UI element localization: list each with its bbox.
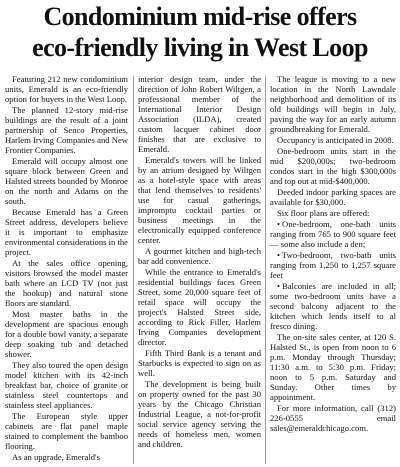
bullet-item: • Balconies are included in all; some two-bedroom units have a second balcony adjacent to the kitchen which lends itself to al fresco dining.	[270, 281, 396, 331]
paragraph: Most master baths in the development are spacious enough for a double bowl vanity, a separate deep soaking tub and detached shower.	[5, 309, 128, 359]
paragraph: The planned 12-story mid-rise buildings are the result of a joint partnership of Senco Properties, Harlem Irving Companies and New Frontier Companies.	[5, 105, 128, 155]
paragraph: A gourmet kitchen and high-tech bar add convenience.	[138, 246, 261, 266]
column-divider	[265, 76, 266, 464]
paragraph: The development is being built on property owned for the past 30 years by the Chicago Christian Industrial League, a not-for-profit social service agency serving the needs of homeless men, women and children.	[138, 379, 261, 449]
paragraph: The on-site sales center, at 120 S. Halsted St., is open from noon to 6 p.m. Monday through Thursday; 11:30 a.m. to 5:30 p.m. Friday; noon to 5 p.m. Saturday and Sunday. Other times by appointment.	[270, 332, 396, 402]
article-column-2	[138, 74, 261, 450]
paragraph: Deeded indoor parking spaces are available for $30,000.	[270, 187, 396, 207]
article-column-1	[5, 74, 128, 463]
paragraph: They also toured the open design model kitchen with its 42-inch breakfast bar, choice of granite or stainless steel countertops and stainless steel appliances.	[5, 360, 128, 410]
paragraph: The league is moving to a new location in the North Lawndale neighborhood and demolition of its old buildings will begin in July, paving the way for an early autumn groundbreaking for Emerald.	[270, 74, 396, 134]
article-column-3	[270, 74, 396, 434]
paragraph: Six floor plans are offered:	[277, 208, 370, 218]
paragraph: Because Emerald has a Green Street address, developers believe it is important to emphasize environmental considerations in the project.	[5, 207, 128, 257]
paragraph: While the entrance to Emerald's residential buildings faces Green Street, some 20,000 square feet of retail space will occupy the project's Halsted Street side, according to Rick Filler, Harlem Irving Companies development director.	[138, 267, 261, 347]
paragraph: For more information, call (312) 226-0555 email sales@emeraldchicago.com.	[270, 403, 396, 433]
paragraph: interior design team, under the direction of John Robert Wiltgen, a professional member of the International Interior Design Association (ILDA), created custom lacquer cabinet door finishes that are exclusive to Emerald.	[138, 74, 261, 154]
column-divider	[133, 76, 134, 464]
bullet-item: • One-bedroom, one-bath units ranging from 765 to 900 square feet — some also include a den;	[270, 219, 396, 249]
paragraph: Fifth Third Bank is a tenant and Starbucks is expected to sign on as well.	[138, 348, 261, 378]
paragraph: As an upgrade, Emerald's	[12, 452, 100, 462]
paragraph: The European style upper cabinets are flat panel maple stained to complement the bamboo flooring.	[5, 411, 128, 451]
bullet-item: • Two-bedroom, two-bath units ranging from 1,250 to 1,257 square feet	[270, 250, 396, 280]
paragraph: At the sales office opening, visitors browsed the model master bath where an LCD TV (not just the hookup) and natural stone floors are standard.	[5, 258, 128, 308]
paragraph: Occupancy is anticipated in 2008.	[277, 135, 394, 145]
paragraph: Featuring 212 new condominium units, Emerald is an eco-friendly option for buyers in the West Loop.	[5, 74, 128, 104]
paragraph: Emerald's towers will be linked by an atrium designed by Wiltgen as a hotel-style space with areas that lend themselves to residents' use for casual gatherings, impromptu cocktail parties or business meetings in the electronically equipped conference center.	[138, 155, 261, 245]
headline-line-1: Condominium mid-rise offers	[43, 2, 357, 31]
paragraph: Emerald will occupy almost one square block between Green and Halsted streets bounded by Monroe on the north and Adams on the south.	[5, 156, 128, 206]
paragraph: One-bedroom units start in the mid $200,000s; two-bedroom condos start in the high $300,000s and top out at mid-$400,000.	[270, 146, 396, 186]
headline-line-2: eco-friendly living in West Loop	[32, 33, 368, 62]
